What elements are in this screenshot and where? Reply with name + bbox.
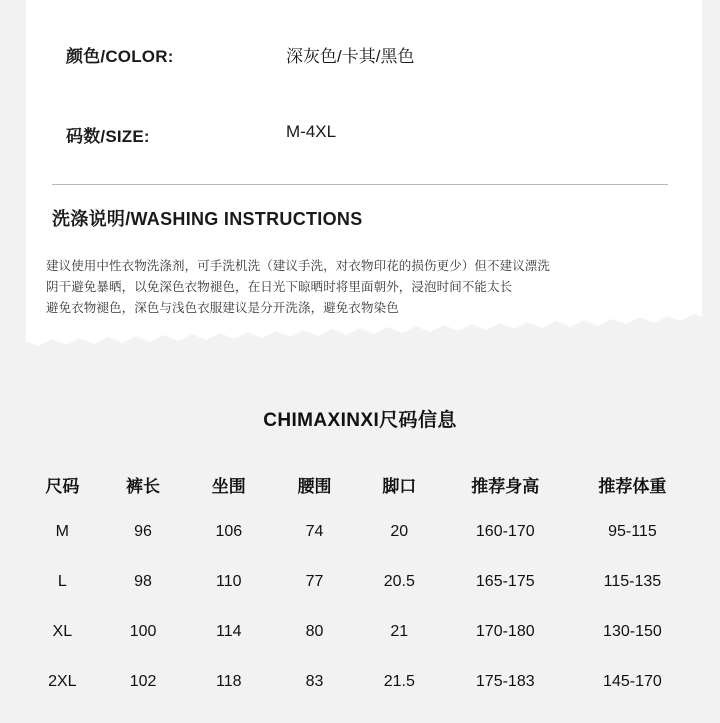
size-label: 码数/SIZE:	[66, 127, 150, 146]
table-cell: 83	[305, 673, 324, 690]
table-cell: 77	[305, 573, 324, 590]
color-spec-row	[66, 42, 415, 67]
size-chart-table	[24, 472, 696, 723]
color-label: 颜色/COLOR:	[66, 47, 174, 66]
table-cell: 100	[129, 623, 157, 640]
table-row	[24, 623, 696, 673]
table-cell: 114	[216, 623, 242, 640]
table-cell: 170-180	[475, 623, 535, 640]
table-row	[24, 573, 696, 623]
table-cell: 80	[305, 623, 324, 640]
washing-instructions-body	[46, 256, 666, 319]
spec-paper-panel	[0, 0, 720, 352]
table-cell: 74	[305, 523, 324, 540]
table-cell: L	[57, 573, 67, 590]
table-cell: 115-135	[603, 573, 662, 590]
table-cell: 145-170	[603, 673, 662, 690]
table-cell: 2XL	[48, 673, 77, 690]
column-header: 推荐体重	[598, 477, 667, 496]
table-cell: 96	[134, 523, 152, 540]
column-header: 裤长	[126, 477, 161, 496]
torn-paper-edge-icon	[0, 312, 720, 352]
washing-instructions-title: 洗涤说明/WASHING INSTRUCTIONS	[52, 209, 363, 229]
size-chart-title: CHIMAXINXI尺码信息	[263, 410, 457, 431]
table-header-row	[24, 472, 696, 523]
column-header: 尺码	[45, 477, 80, 496]
table-cell: 165-175	[475, 573, 535, 590]
table-row	[24, 673, 696, 723]
table-cell: XL	[52, 623, 73, 640]
table-cell: 20.5	[383, 573, 415, 590]
table-cell: 110	[216, 573, 242, 590]
paper-left-edge	[0, 0, 26, 352]
section-divider	[52, 184, 668, 185]
table-cell: 160-170	[475, 523, 535, 540]
column-header: 腰围	[297, 477, 332, 496]
table-cell: 130-150	[603, 623, 662, 640]
table-cell: 106	[215, 523, 243, 540]
column-header: 推荐身高	[471, 477, 540, 496]
washing-line: 阴干避免暴晒，以免深色衣物褪色，在日光下晾晒时将里面朝外，浸泡时间不能太长	[46, 280, 513, 294]
table-cell: 20	[390, 523, 409, 540]
washing-line: 避免衣物褪色，深色与浅色衣服建议是分开洗涤，避免衣物染色	[46, 301, 399, 315]
table-cell: 102	[129, 673, 157, 690]
size-value: M-4XL	[286, 122, 337, 141]
table-row	[24, 523, 696, 573]
table-cell: 175-183	[475, 673, 535, 690]
size-spec-row	[66, 122, 337, 147]
column-header: 脚口	[382, 477, 417, 496]
washing-line: 建议使用中性衣物洗涤剂，可手洗机洗（建议手洗，对衣物印花的损伤更少）但不建议漂洗	[46, 259, 551, 273]
table-cell: 118	[216, 673, 242, 690]
table-cell: 21	[390, 623, 409, 640]
table-cell: 98	[134, 573, 152, 590]
column-header: 坐围	[211, 477, 246, 496]
color-value: 深灰色/卡其/黑色	[286, 47, 415, 66]
table-cell: 95-115	[608, 523, 657, 540]
paper-right-edge	[702, 0, 720, 352]
table-cell: 21.5	[383, 673, 415, 690]
table-cell: M	[55, 523, 69, 540]
